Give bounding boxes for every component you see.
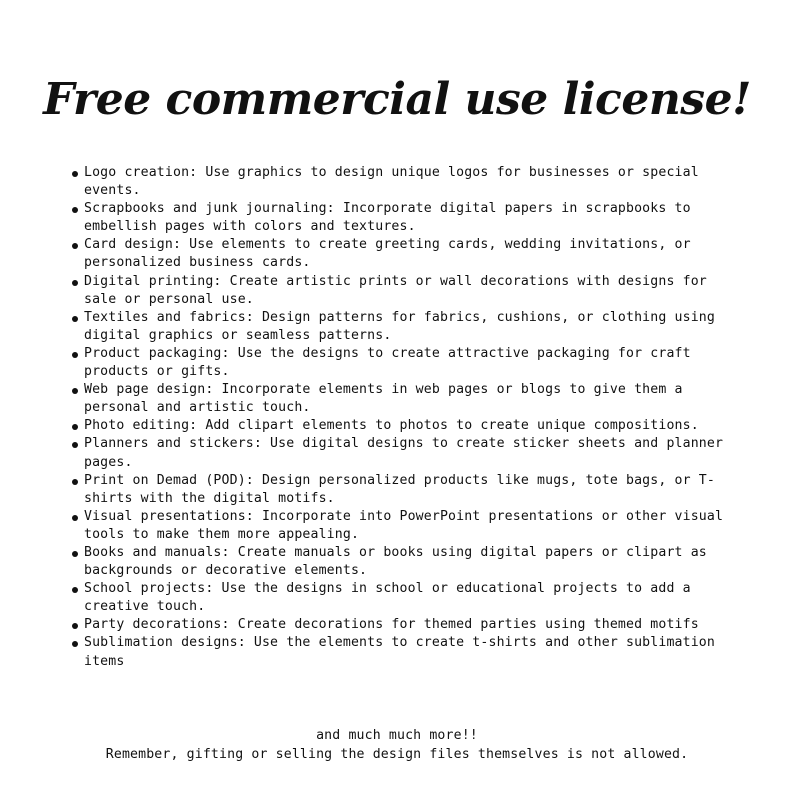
list-item-text: Sublimation designs: Use the elements to create t-shirts and other sublimation items [84,635,715,669]
list-item [70,417,740,435]
bullet-icon [72,623,78,629]
list-item-text: Planners and stickers: Use digital designs to create sticker sheets and planner pages. [84,436,724,470]
list-item [70,273,740,309]
list-item-text: Product packaging: Use the designs to create attractive packaging for craft products or gifts. [84,345,691,380]
bullet-icon [72,388,78,394]
list-item-text: Logo creation: Use graphics to design unique logos for businesses or special events. [84,165,699,199]
list-item-text: Digital printing: Create artistic prints or wall decorations with designs for sale or personal use. [84,273,707,307]
list-item-text: Books and manuals: Create manuals or books using digital papers or clipart as backgrounds or decorative elements. [84,544,707,579]
bullet-icon [72,551,78,557]
list-item [70,616,740,634]
bullet-icon [72,479,78,485]
list-item [70,164,740,200]
list-item [70,472,740,508]
list-item [70,580,740,616]
bullet-icon [72,587,78,593]
list-item-text: Photo editing: Add clipart elements to photos to create unique compositions. [84,418,699,434]
list-item-text: Textiles and fabrics: Design patterns for fabrics, cushions, or clothing using digital graphics or seamless patterns. [84,309,715,343]
list-item [70,309,740,345]
page-title: Free commercial use license! [43,74,751,125]
list-item [70,236,740,272]
list-item [70,634,740,670]
bullet-icon [72,280,78,286]
bullet-icon [72,442,78,448]
footer-note [0,727,794,764]
bullet-icon [72,207,78,213]
list-item [70,435,740,471]
list-item [70,345,740,381]
list-item [70,200,740,236]
usage-list [70,164,740,671]
list-item-text: Card design: Use elements to create greeting cards, wedding invitations, or personalized business cards. [84,237,691,271]
bullet-icon [72,171,78,177]
footer-more-text: and much much more!! [316,728,478,743]
list-item-text: Scrapbooks and junk journaling: Incorporate digital papers in scrapbooks to embellish pages with colors and textures. [84,201,691,235]
bullet-icon [72,424,78,430]
list-item-text: Visual presentations: Incorporate into PowerPoint presentations or other visual tools to make them more appealing. [84,508,724,542]
list-item-text: Party decorations: Create decorations for themed parties using themed motifs [84,617,699,633]
bullet-icon [72,352,78,358]
list-item [70,508,740,544]
bullet-icon [72,641,78,647]
bullet-icon [72,243,78,249]
bullet-icon [72,316,78,322]
list-item [70,544,740,580]
list-item-text: School projects: Use the designs in school or educational projects to add a creative touch. [84,581,691,615]
list-item-text: Web page design: Incorporate elements in web pages or blogs to give them a personal and artistic touch. [84,382,683,416]
footer-warning-text: Remember, gifting or selling the design files themselves is not allowed. [105,746,689,762]
list-item [70,381,740,417]
list-item-text: Print on Demad (POD): Design personalized products like mugs, tote bags, or T-shirts with the digital motifs. [84,472,715,506]
bullet-icon [72,515,78,521]
